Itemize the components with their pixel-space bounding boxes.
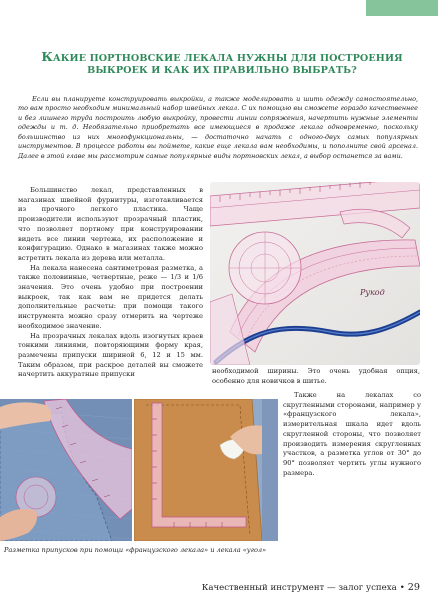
- page-number: 29: [407, 582, 420, 593]
- hip-curve: [229, 232, 301, 304]
- figure-caption: Разметка припусков при помощи «французского лекала» и лекала «угол»: [4, 546, 267, 554]
- title-initial: К: [41, 49, 53, 64]
- denim-french-curve-photo: [0, 399, 132, 541]
- body-column-right: [283, 391, 421, 478]
- intro-paragraph: Если вы планируете конструировать выкройки, а также моделировать и шить одежду самостоятельно, то вам просто необходим минимальный набор швейных лекал. С их помощью вы сможете гораздо качественнее и без лишнего труда построить любую выкройку, провести линии сопряжения, начертить нужные элементы одежды и т. д. Необязательно приобретать все имеющиеся в продаже лекала одновременно, поскольку большинство из них многофункциональны, — достаточно начать с одного-двух самых популярных инструментов. В процессе работы вы поймете, какие еще лекала вам необходимы, и пополните свой арсенал. Далее в этой главе мы рассмотрим самые популярные виды портновских лекал, а выбор останется за вами.: [18, 95, 418, 160]
- ruler-brand-label: Рукод: [360, 288, 385, 297]
- section-tab: [366, 0, 438, 16]
- footer-bullet: •: [399, 583, 405, 593]
- chapter-title: [26, 51, 418, 77]
- cardboard-angle-ruler-photo: [134, 399, 278, 541]
- body-paragraph-3-continued: необходимой ширины. Это очень удобная опция, особенно для новичков в шитье.: [212, 367, 420, 385]
- body-paragraph-3: На прозрачных лекалах вдоль изогнутых краев тонкими линиями, повторяющими форму края, размечены припуски шириной 6, 12 и 15 мм. Таким образом, при раскрое деталей вы сможете начертить аккуратные припуски: [18, 331, 203, 379]
- body-paragraph-2: На лекала нанесена сантиметровая разметка, а также половинные, четвертные, реже — 1/3 и 1/6 значения. Это очень удобно при построении выкроек, так как вам не придется делать дополнительные расчеты: при помощи такого инструмента можно сразу отмерить на чертеже необходимое значение.: [18, 263, 203, 330]
- title-text: АКИЕ ПОРТНОВСКИЕ ЛЕКАЛА НУЖНЫ ДЛЯ ПОСТРОЕНИЯ ВЫКРОЕК И КАК ИХ ПРАВИЛЬНО ВЫБРАТЬ?: [52, 53, 403, 76]
- body-column-left: [18, 186, 203, 380]
- body-paragraph-4: Также на лекалах со скругленными сторонами, например у «французского лекала», измерительная шкала идет вдоль скругленной стороны, что позволяет производить измерения скругленных участков, а разметка углов от 30° до 90° позволяет чертить углы нужного размера.: [283, 391, 421, 477]
- rulers-photo: [210, 182, 420, 365]
- body-paragraph-1: Большинство лекал, представленных в магазинах швейной фурнитуры, изготавливается из прочного легкого пластика. Чаще производители используют прозрачный пластик, что позволяет портному при конструировании видеть все линии чертежа, их расположение и конфигурацию. Однако в магазинах также можно встретить лекала из дерева или металла.: [18, 186, 203, 262]
- page-footer: [202, 582, 420, 594]
- footer-text: Качественный инструмент — залог успеха: [201, 583, 397, 593]
